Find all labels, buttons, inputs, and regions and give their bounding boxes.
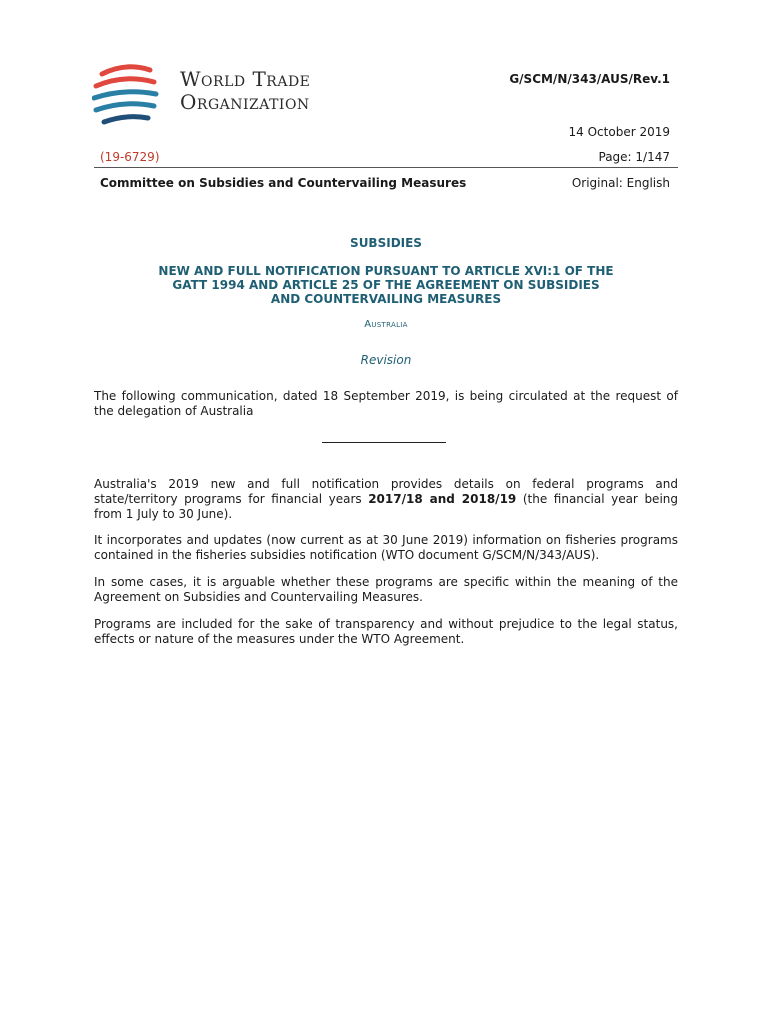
document-date: 14 October 2019 xyxy=(568,125,670,139)
wto-logo-icon xyxy=(92,60,172,132)
paragraph-1-bold: 2017/18 and 2018/19 xyxy=(368,492,517,506)
logo-line1: World Trade xyxy=(180,67,311,91)
separator-line xyxy=(322,442,446,443)
heading-subsidies: SUBSIDIES xyxy=(350,236,422,250)
paragraph-4: Programs are included for the sake of transparency and without prejudice to the legal status, effects or nature of the measures under the WTO Agreement. xyxy=(94,617,678,646)
paragraph-1-text-a: Australia's 2019 new and full notification provides details on federal programs and state/territory programs for financial years xyxy=(94,477,678,506)
original-language: Original: English xyxy=(571,176,670,190)
page-number: Page: 1/147 xyxy=(598,150,670,164)
paragraph-1 xyxy=(94,477,678,522)
paragraph-3: In some cases, it is arguable whether these programs are specific within the meaning of the Agreement on Subsidies and Countervailing Measures. xyxy=(94,575,678,604)
wto-logo-text xyxy=(180,68,310,114)
paragraph-1-text-b: (the financial year being from 1 July to 30 June). xyxy=(94,492,678,521)
heading-revision: Revision xyxy=(360,353,412,367)
title-line-2: GATT 1994 AND ARTICLE 25 OF THE AGREEMENT ON SUBSIDIES xyxy=(172,278,600,292)
document-symbol: G/SCM/N/343/AUS/Rev.1 xyxy=(509,72,670,86)
title-line-3: AND COUNTERVAILING MEASURES xyxy=(270,292,502,306)
committee-name: Committee on Subsidies and Countervailing Measures xyxy=(100,176,467,190)
heading-title xyxy=(94,264,678,306)
header-rule xyxy=(94,167,678,168)
intro-paragraph: The following communication, dated 18 September 2019, is being circulated at the request of the delegation of Australia xyxy=(94,389,678,418)
document-number: (19-6729) xyxy=(100,150,160,164)
heading-country: Australia xyxy=(364,319,408,330)
title-line-1: NEW AND FULL NOTIFICATION PURSUANT TO ARTICLE XVI:1 OF THE xyxy=(158,264,614,278)
paragraph-2: It incorporates and updates (now current as at 30 June 2019) information on fisheries programs contained in the fisheries subsidies notification (WTO document G/SCM/N/343/AUS). xyxy=(94,533,678,562)
wto-logo xyxy=(92,60,342,132)
logo-line2: Organization xyxy=(180,90,310,114)
